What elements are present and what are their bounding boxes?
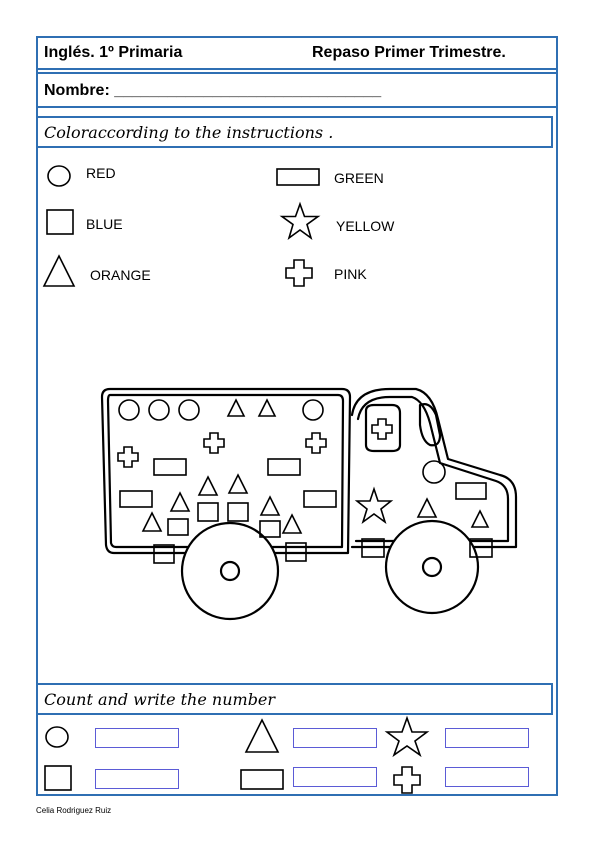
count-rectangle-icon [240, 769, 286, 791]
count-star-icon [385, 716, 429, 756]
subject-label: Inglés. 1º Primaria [44, 44, 183, 61]
count-cross-icon [392, 766, 422, 794]
truck-picture [80, 375, 530, 635]
rectangle-icon [276, 168, 322, 186]
count-answer-cross[interactable] [445, 767, 529, 787]
count-answer-circle[interactable] [95, 728, 179, 748]
worksheet-title: Repaso Primer Trimestre. [312, 44, 506, 61]
name-bar [36, 72, 558, 108]
color-instruction-bar [36, 116, 553, 148]
cross-icon [284, 259, 314, 287]
author-credit: Celia Rodriguez Ruiz [36, 806, 112, 815]
count-answer-square[interactable] [95, 769, 179, 789]
count-circle-icon [44, 726, 70, 748]
header-bar [36, 36, 558, 70]
count-instruction: Count and write the number [44, 690, 276, 709]
circle-icon [46, 165, 72, 187]
legend-label-pink: PINK [334, 266, 367, 282]
legend-label-blue: BLUE [86, 216, 123, 232]
star-icon [280, 202, 320, 240]
count-answer-triangle[interactable] [293, 728, 377, 748]
legend-label-green: GREEN [334, 170, 384, 186]
triangle-icon [42, 254, 76, 288]
count-instruction-bar [36, 683, 553, 715]
legend-label-orange: ORANGE [90, 267, 151, 283]
count-square-icon [44, 765, 72, 791]
count-answer-rectangle[interactable] [293, 767, 377, 787]
square-icon [46, 209, 74, 235]
legend-label-yellow: YELLOW [336, 218, 395, 234]
count-answer-star[interactable] [445, 728, 529, 748]
name-label: Nombre: ______________________________ [44, 82, 382, 99]
count-triangle-icon [244, 718, 280, 754]
color-instruction: Coloraccording to the instructions . [44, 123, 334, 142]
legend-label-red: RED [86, 165, 116, 181]
